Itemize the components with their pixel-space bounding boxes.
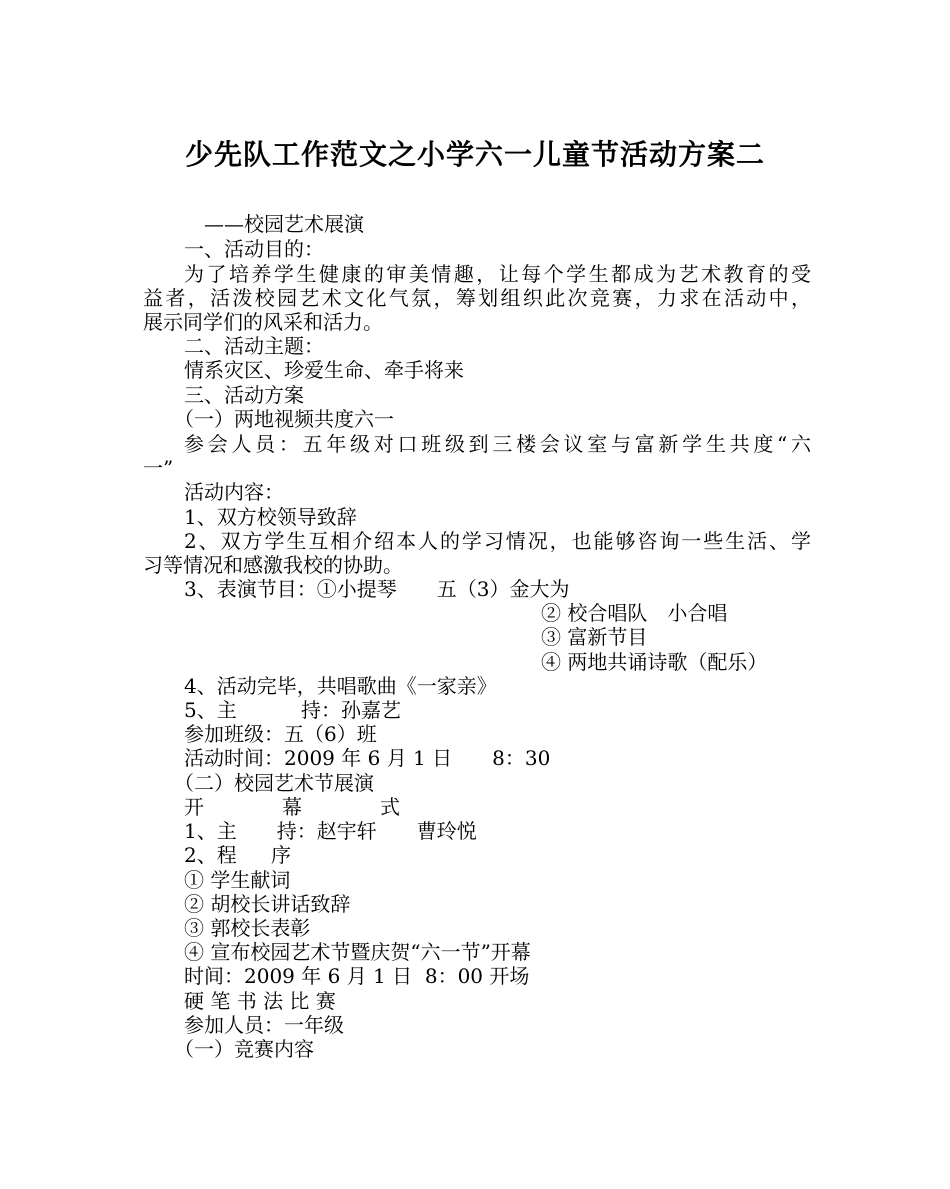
- opening-char: 幕: [282, 795, 302, 819]
- purpose-paragraph-line: 为了培养学生健康的审美情趣，让每个学生都成为艺术教育的受: [184, 262, 811, 286]
- content-label: 活动内容：: [184, 480, 284, 504]
- purpose-paragraph-line: 益者，活泼校园艺术文化气氛，筹划组织此次竞赛，力求在活动中，: [143, 286, 811, 310]
- list-item-continued: 习等情况和感激我校的协助。: [143, 553, 403, 577]
- part2-heading: （二）校园艺术节展演: [174, 771, 374, 795]
- attendees-line: 一”: [143, 456, 174, 480]
- ceremony-time: 时间：2009 年 6 月 1 日 8：00 开场: [184, 964, 530, 988]
- program-item: ④ 两地共诵诗歌（配乐）: [541, 650, 768, 674]
- attendees-line: 参会人员：五年级对口班级到三楼会议室与富新学生共度“六: [184, 432, 811, 456]
- class-line: 参加班级：五（6）班: [184, 722, 377, 746]
- list-item: 5、主: [184, 698, 237, 722]
- activity-time: 活动时间：2009 年 6 月 1 日 8：30: [184, 746, 551, 770]
- calligraphy-part1-heading: （一）竞赛内容: [174, 1037, 314, 1061]
- theme-text: 情系灾区、珍爱生命、牵手将来: [184, 358, 464, 382]
- calligraphy-heading: 硬 笔 书 法 比 赛: [184, 989, 336, 1013]
- ceremony-step: ③ 郭校长表彰: [184, 916, 311, 940]
- ceremony-step: ④ 宣布校园艺术节暨庆贺“六一节”开幕: [184, 940, 531, 964]
- section-heading-theme: 二、活动主题：: [184, 334, 324, 358]
- program-label: 2、程: [184, 843, 237, 867]
- opening-ceremony-heading: [184, 795, 400, 819]
- ceremony-step: ① 学生献词: [184, 868, 291, 892]
- list-item: 2、双方学生互相介绍本人的学习情况，也能够咨询一些生活、学: [184, 529, 811, 553]
- program-label-suffix: 序: [271, 843, 291, 867]
- program-item: ② 校合唱队 小合唱: [541, 601, 728, 625]
- host-label: 持：: [301, 698, 341, 722]
- calligraphy-participants: 参加人员：一年级: [184, 1013, 344, 1037]
- list-item: 1、双方校领导致辞: [184, 505, 357, 529]
- purpose-paragraph-line: 展示同学们的风采和活力。: [143, 310, 383, 334]
- list-item: 3、表演节目：①小提琴 五（3）金大为: [184, 577, 570, 601]
- ceremony-step: ② 胡校长讲话致辞: [184, 892, 351, 916]
- list-item: 4、活动完毕，共唱歌曲《一家亲》: [184, 674, 497, 698]
- subtitle: ——校园艺术展演: [204, 212, 364, 236]
- host-name: 孙嘉艺: [341, 698, 401, 722]
- opening-host: 1、主 持：赵宇轩 曹玲悦: [184, 819, 477, 843]
- section-heading-purpose: 一、活动目的：: [184, 237, 324, 261]
- program-item: ③ 富新节目: [541, 625, 648, 649]
- part1-heading: （一）两地视频共度六一: [174, 407, 394, 431]
- section-heading-plan: 三、活动方案: [184, 383, 304, 407]
- opening-char: 开: [184, 795, 204, 819]
- page-title: 少先队工作范文之小学六一儿童节活动方案二: [184, 138, 765, 171]
- opening-char: 式: [380, 795, 400, 819]
